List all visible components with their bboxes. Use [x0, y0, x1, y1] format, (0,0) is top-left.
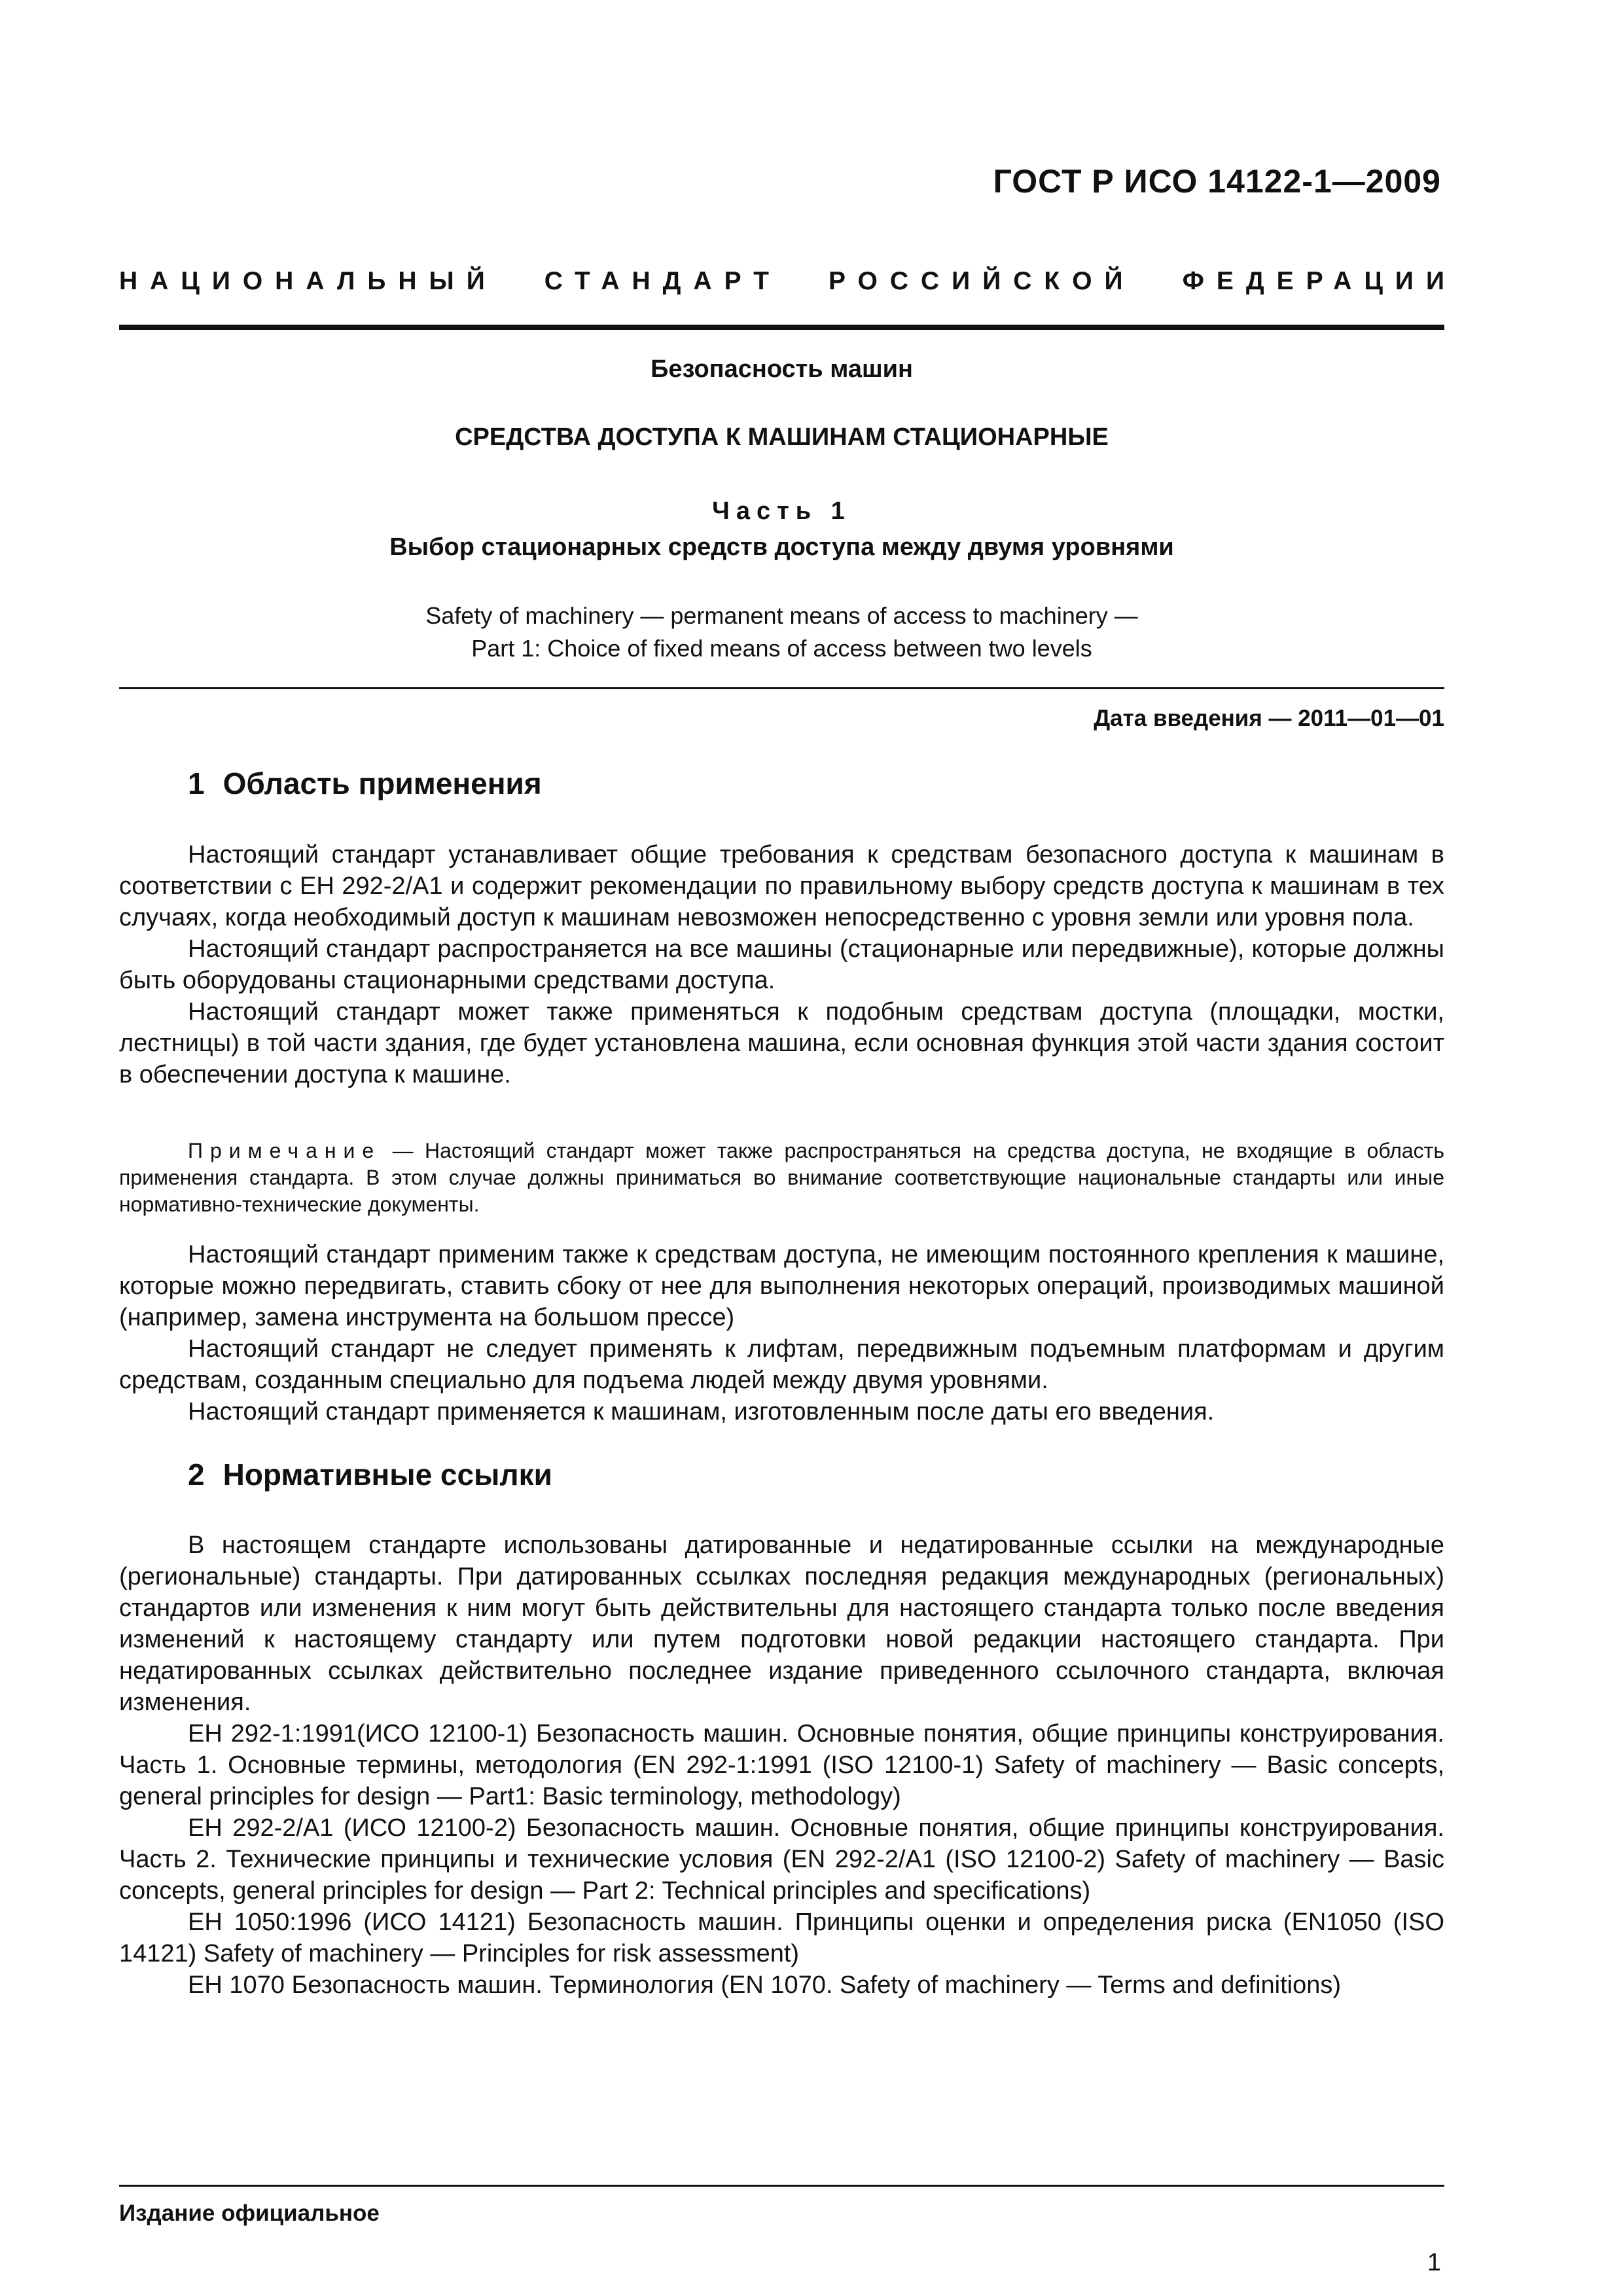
- title-english-line-1: Safety of machinery — permanent means of access to machinery —: [425, 602, 1138, 629]
- title-main: СРЕДСТВА ДОСТУПА К МАШИНАМ СТАЦИОНАРНЫЕ: [455, 423, 1109, 451]
- footer-divider: [119, 2185, 1444, 2187]
- banner-word: ФЕДЕРАЦИИ: [1182, 267, 1457, 295]
- national-standard-banner: [119, 267, 1457, 296]
- title-subtitle: Выбор стационарных средств доступа между двумя уровнями: [389, 533, 1174, 561]
- page-number: 1: [1427, 2249, 1441, 2276]
- section-number: 2: [188, 1458, 205, 1492]
- section-1-body-continued: [119, 1239, 1444, 1427]
- paragraph: Настоящий стандарт не следует применять к лифтам, передвижным подъемным платформам и другим средствам, созданным специально для подъема людей между двумя уровнями.: [119, 1335, 1444, 1394]
- section-number: 1: [188, 766, 205, 800]
- title-part: Часть 1: [712, 497, 851, 525]
- banner-word: РОССИЙСКОЙ: [829, 267, 1135, 295]
- section-title: Область применения: [223, 766, 542, 800]
- note-label: Примечание: [188, 1139, 382, 1162]
- note-text: — Настоящий стандарт может также распространяться на средства доступа, не входящие в область применения стандарта. В этом случае должны приниматься во внимание соответствующие национальные стандарты или иные нормативно-технические документы.: [119, 1139, 1444, 1216]
- paragraph: Настоящий стандарт применяется к машинам, изготовленным после даты его введения.: [188, 1398, 1215, 1426]
- intro-date: Дата введения — 2011—01—01: [1094, 706, 1444, 731]
- official-edition-label: Издание официальное: [119, 2200, 380, 2226]
- paragraph: Настоящий стандарт может также применяться к подобным средствам доступа (площадки, мостки, лестницы) в той части здания, где будет установлена машина, если основная функция этой части здания состоит в обеспечении доступа к машине.: [119, 998, 1444, 1088]
- title-group: Безопасность машин: [651, 355, 913, 383]
- section-1-body: [119, 839, 1444, 1090]
- banner-word: СТАНДАРТ: [544, 267, 781, 295]
- section-title: Нормативные ссылки: [223, 1458, 552, 1492]
- header-divider: [119, 325, 1444, 330]
- section-2-heading: [188, 1457, 552, 1492]
- paragraph: Настоящий стандарт распространяется на все машины (стационарные или передвижные), которые должны быть оборудованы стационарными средствами доступа.: [119, 935, 1444, 994]
- reference-entry: ЕН 1070 Безопасность машин. Терминология (EN 1070. Safety of machinery — Terms and definitions): [188, 1971, 1342, 1999]
- section-2-body: [119, 1530, 1444, 2001]
- reference-entry: ЕН 292-2/А1 (ИСО 12100-2) Безопасность машин. Основные понятия, общие принципы конструирования. Часть 2. Технические принципы и технические условия (EN 292-2/A1 (ISO 12100-2) Safety of machinery — Basic concepts, general principles for design — Part 2: Technical principles and specifications): [119, 1814, 1444, 1905]
- reference-entry: ЕН 292-1:1991(ИСО 12100-1) Безопасность машин. Основные понятия, общие принципы конструирования. Часть 1. Основные термины, методология (EN 292-1:1991 (ISO 12100-1) Safety of machinery — Basic concepts, general principles for design — Part1: Basic terminology, methodology): [119, 1720, 1444, 1810]
- note: [119, 1138, 1444, 1218]
- title-divider: [119, 687, 1444, 689]
- paragraph: В настоящем стандарте использованы датированные и недатированные ссылки на международные (региональные) стандарты. При датированных ссылках последняя редакция международных (региональных) стандартов или изменения к ним могут быть действительны для настоящего стандарта только после введения изменений к настоящему стандарту или путем подготовки новой редакции настоящего стандарта. При недатированных ссылках действительно последнее издание приведенного ссылочного стандарта, включая изменения.: [119, 1532, 1444, 1716]
- standard-code: ГОСТ Р ИСО 14122-1—2009: [993, 163, 1441, 200]
- paragraph: Настоящий стандарт применим также к средствам доступа, не имеющим постоянного крепления к машине, которые можно передвигать, ставить сбоку от нее для выполнения некоторых операций, производимых машиной (например, замена инструмента на большом прессе): [119, 1241, 1444, 1331]
- section-1-heading: [188, 766, 542, 801]
- title-english-line-2: Part 1: Choice of fixed means of access between two levels: [471, 635, 1092, 662]
- paragraph: Настоящий стандарт устанавливает общие требования к средствам безопасного доступа к машинам в соответствии с ЕН 292-2/А1 и содержит рекомендации по правильному выбору средств доступа к машинам в тех случаях, когда необходимый доступ к машинам невозможен непосредственно с уровня земли или уровня пола.: [119, 841, 1444, 931]
- reference-entry: ЕН 1050:1996 (ИСО 14121) Безопасность машин. Принципы оценки и определения риска (EN1050 (ISO 14121) Safety of machinery — Principles for risk assessment): [119, 1909, 1444, 1967]
- banner-word: НАЦИОНАЛЬНЫЙ: [119, 267, 497, 295]
